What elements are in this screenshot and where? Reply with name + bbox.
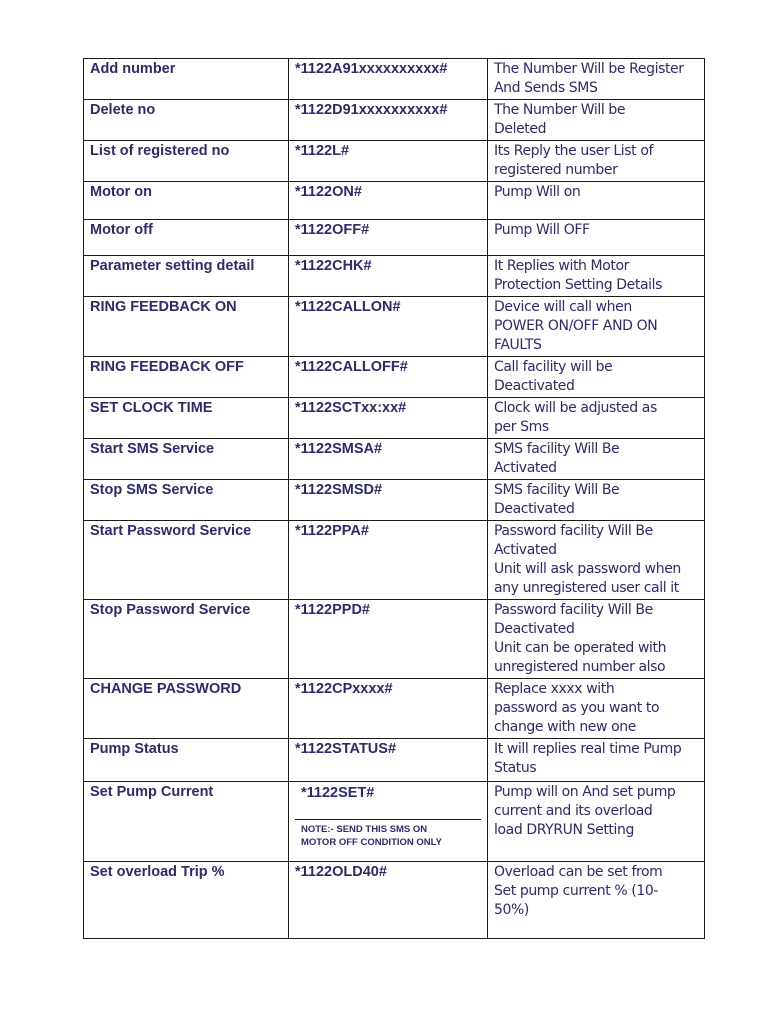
description-cell — [488, 600, 705, 679]
description-line: unregistered number also — [494, 659, 666, 675]
description-cell — [488, 480, 705, 521]
command-note — [295, 820, 481, 852]
note-line: NOTE:- SEND THIS SMS ON — [301, 824, 428, 835]
description-cell — [488, 182, 705, 220]
function-cell: Stop Password Service — [84, 600, 289, 679]
description-line: Deactivated — [494, 501, 575, 517]
table-row — [84, 220, 705, 256]
description-line: Call facility will be — [494, 359, 613, 375]
table-row — [84, 739, 705, 782]
table-row — [84, 679, 705, 739]
function-cell: Pump Status — [84, 739, 289, 782]
command-cell: *1122OFF# — [289, 220, 488, 256]
command-cell: *1122PPD# — [289, 600, 488, 679]
description-line: Replace xxxx with — [494, 681, 615, 697]
description-cell — [488, 862, 705, 939]
command-cell: *1122SCTxx:xx# — [289, 398, 488, 439]
description-cell — [488, 141, 705, 182]
command-cell: *1122OLD40# — [289, 862, 488, 939]
description-line: registered number — [494, 162, 618, 178]
function-cell: Stop SMS Service — [84, 480, 289, 521]
table-row — [84, 59, 705, 100]
description-cell — [488, 256, 705, 297]
description-line: Deactivated — [494, 378, 575, 394]
command-cell: *1122SMSA# — [289, 439, 488, 480]
table-row — [84, 357, 705, 398]
command-cell — [289, 782, 488, 862]
table-row — [84, 398, 705, 439]
description-line: Deleted — [494, 121, 547, 137]
command-cell: *1122CHK# — [289, 256, 488, 297]
description-line: password as you want to — [494, 700, 660, 716]
description-line: Password facility Will Be — [494, 602, 653, 618]
command-cell: *1122SMSD# — [289, 480, 488, 521]
description-line: Unit will ask password when — [494, 561, 681, 577]
description-cell — [488, 398, 705, 439]
table-row — [84, 297, 705, 357]
description-line: Password facility Will Be — [494, 523, 653, 539]
function-cell: Motor on — [84, 182, 289, 220]
description-line: any unregistered user call it — [494, 580, 679, 596]
function-cell: List of registered no — [84, 141, 289, 182]
description-line: Pump Will OFF — [494, 222, 590, 238]
description-line: SMS facility Will Be — [494, 482, 620, 498]
description-line: Overload can be set from — [494, 864, 663, 880]
note-line: MOTOR OFF CONDITION ONLY — [301, 837, 442, 848]
description-line: Status — [494, 760, 537, 776]
function-cell: Start Password Service — [84, 521, 289, 600]
command-cell: *1122ON# — [289, 182, 488, 220]
description-cell — [488, 782, 705, 862]
description-cell — [488, 439, 705, 480]
description-line: Clock will be adjusted as — [494, 400, 657, 416]
function-cell: RING FEEDBACK OFF — [84, 357, 289, 398]
table-row — [84, 256, 705, 297]
description-line: Set pump current % (10- — [494, 883, 659, 899]
command-cell: *1122CPxxxx# — [289, 679, 488, 739]
table-row — [84, 480, 705, 521]
table-row — [84, 521, 705, 600]
description-line: It will replies real time Pump — [494, 741, 682, 757]
table-row — [84, 182, 705, 220]
description-line: FAULTS — [494, 337, 542, 353]
command-cell-split — [295, 783, 481, 852]
function-cell: Delete no — [84, 100, 289, 141]
description-line: Device will call when — [494, 299, 632, 315]
description-cell — [488, 297, 705, 357]
description-line: Activated — [494, 460, 557, 476]
description-cell — [488, 100, 705, 141]
description-line: And Sends SMS — [494, 80, 598, 96]
description-line: Activated — [494, 542, 557, 558]
table-row — [84, 862, 705, 939]
description-line: Pump will on And set pump — [494, 784, 676, 800]
function-cell: Parameter setting detail — [84, 256, 289, 297]
description-line: Deactivated — [494, 621, 575, 637]
description-line: Pump Will on — [494, 184, 581, 200]
function-cell: Motor off — [84, 220, 289, 256]
function-cell: Set overload Trip % — [84, 862, 289, 939]
function-cell: RING FEEDBACK ON — [84, 297, 289, 357]
description-line: change with new one — [494, 719, 636, 735]
table-row — [84, 100, 705, 141]
function-cell: Set Pump Current — [84, 782, 289, 862]
description-cell — [488, 220, 705, 256]
table-row — [84, 782, 705, 862]
command-cell: *1122PPA# — [289, 521, 488, 600]
description-line: Protection Setting Details — [494, 277, 662, 293]
description-line: Unit can be operated with — [494, 640, 667, 656]
table-row — [84, 439, 705, 480]
function-cell: Add number — [84, 59, 289, 100]
command-cell: *1122CALLON# — [289, 297, 488, 357]
description-line: The Number Will be — [494, 102, 626, 118]
function-cell: Start SMS Service — [84, 439, 289, 480]
command-cell: *1122CALLOFF# — [289, 357, 488, 398]
sms-command-table — [83, 58, 705, 939]
command-cell: *1122A91xxxxxxxxxx# — [289, 59, 488, 100]
description-line: SMS facility Will Be — [494, 441, 620, 457]
command-cell: *1122D91xxxxxxxxxx# — [289, 100, 488, 141]
table-row — [84, 141, 705, 182]
command-text: *1122SET# — [295, 783, 481, 820]
command-cell: *1122STATUS# — [289, 739, 488, 782]
description-line: current and its overload — [494, 803, 653, 819]
description-line: Its Reply the user List of — [494, 143, 654, 159]
description-line: POWER ON/OFF AND ON — [494, 318, 658, 334]
description-line: The Number Will be Register — [494, 61, 684, 77]
description-line: load DRYRUN Setting — [494, 822, 634, 838]
description-cell — [488, 679, 705, 739]
description-cell — [488, 357, 705, 398]
description-cell — [488, 59, 705, 100]
function-cell: SET CLOCK TIME — [84, 398, 289, 439]
description-cell — [488, 521, 705, 600]
table-row — [84, 600, 705, 679]
command-cell: *1122L# — [289, 141, 488, 182]
description-line: 50%) — [494, 902, 529, 918]
function-cell: CHANGE PASSWORD — [84, 679, 289, 739]
description-cell — [488, 739, 705, 782]
description-line: per Sms — [494, 419, 549, 435]
description-line: It Replies with Motor — [494, 258, 630, 274]
